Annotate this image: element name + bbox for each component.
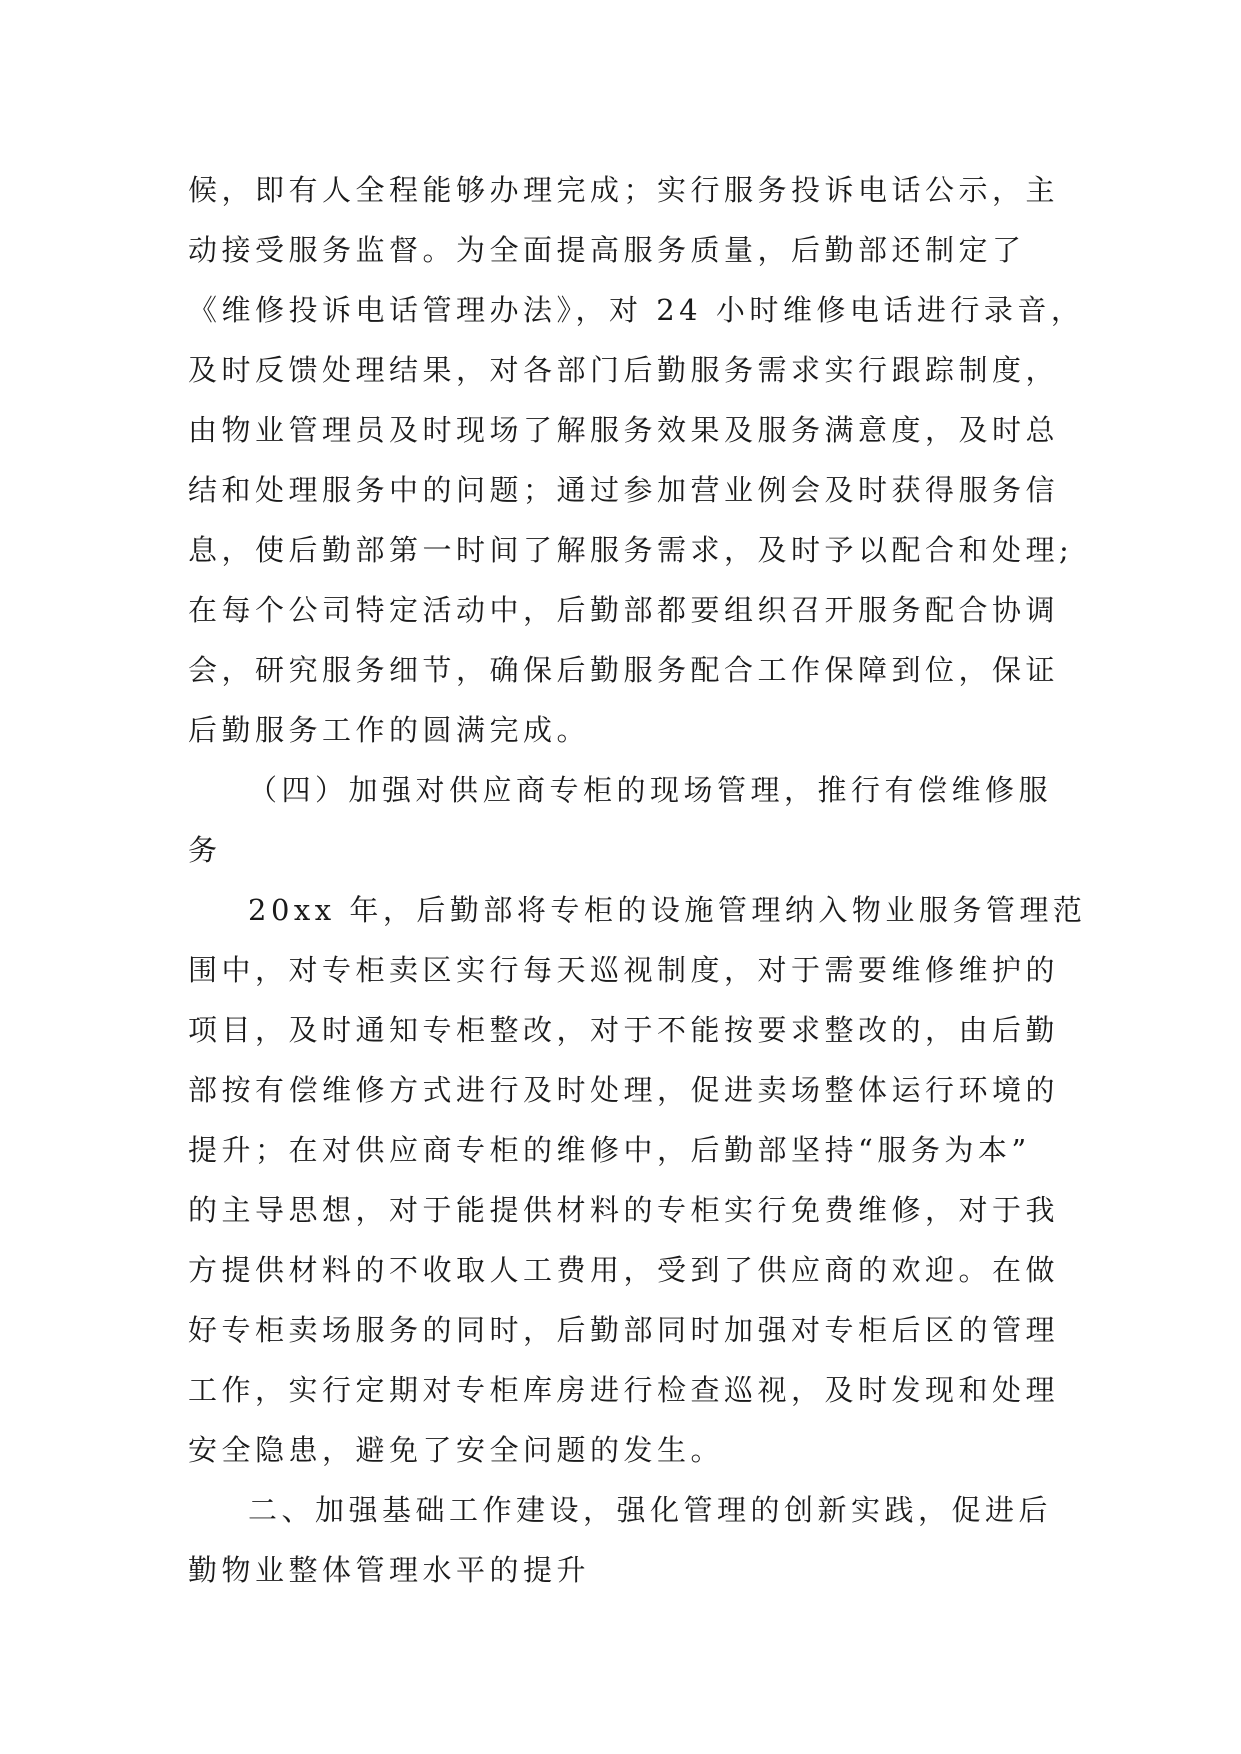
text-line: 工作，实行定期对专柜库房进行检查巡视，及时发现和处理: [188, 1373, 1060, 1407]
text-line: 围中，对专柜卖区实行每天巡视制度，对于需要维修维护的: [188, 953, 1060, 987]
text-line: 提升；在对供应商专柜的维修中，后勤部坚持“服务为本”: [188, 1133, 1031, 1167]
text-line: 《维修投诉电话管理办法》，对 24 小时维修电话进行录音，: [188, 293, 1085, 327]
text-line: 由物业管理员及时现场了解服务效果及服务满意度，及时总: [188, 413, 1060, 447]
text-line: 及时反馈处理结果，对各部门后勤服务需求实行跟踪制度，: [188, 353, 1060, 387]
document-body: [188, 160, 1087, 1600]
text-line: 息，使后勤部第一时间了解服务需求，及时予以配合和处理;: [188, 533, 1074, 567]
text-line: 勤物业整体管理水平的提升: [188, 1553, 591, 1587]
text-line: 后勤服务工作的圆满完成。: [188, 713, 591, 747]
text-line: 动接受服务监督。为全面提高服务质量，后勤部还制定了: [188, 233, 1026, 267]
text-line: 好专柜卖场服务的同时，后勤部同时加强对专柜后区的管理: [188, 1313, 1060, 1347]
text-line: 的主导思想，对于能提供材料的专柜实行免费维修，对于我: [188, 1193, 1060, 1227]
text-line: 方提供材料的不收取人工费用，受到了供应商的欢迎。在做: [188, 1253, 1060, 1287]
text-line: 在每个公司特定活动中，后勤部都要组织召开服务配合协调: [188, 593, 1060, 627]
text-line: 项目，及时通知专柜整改，对于不能按要求整改的，由后勤: [188, 1013, 1060, 1047]
text-line: 安全隐患，避免了安全问题的发生。: [188, 1433, 725, 1467]
text-line: 结和处理服务中的问题；通过参加营业例会及时获得服务信: [188, 473, 1060, 507]
text-line: 务: [188, 833, 222, 867]
text-line: 20xx 年，后勤部将专柜的设施管理纳入物业服务管理范: [248, 893, 1087, 927]
text-line: 候，即有人全程能够办理完成；实行服务投诉电话公示，主: [188, 173, 1060, 207]
text-line: 会，研究服务细节，确保后勤服务配合工作保障到位，保证: [188, 653, 1060, 687]
text-line: 二、加强基础工作建设，强化管理的创新实践，促进后: [248, 1493, 1053, 1527]
text-line: 部按有偿维修方式进行及时处理，促进卖场整体运行环境的: [188, 1073, 1060, 1107]
text-line: （四）加强对供应商专柜的现场管理，推行有偿维修服: [248, 773, 1053, 807]
